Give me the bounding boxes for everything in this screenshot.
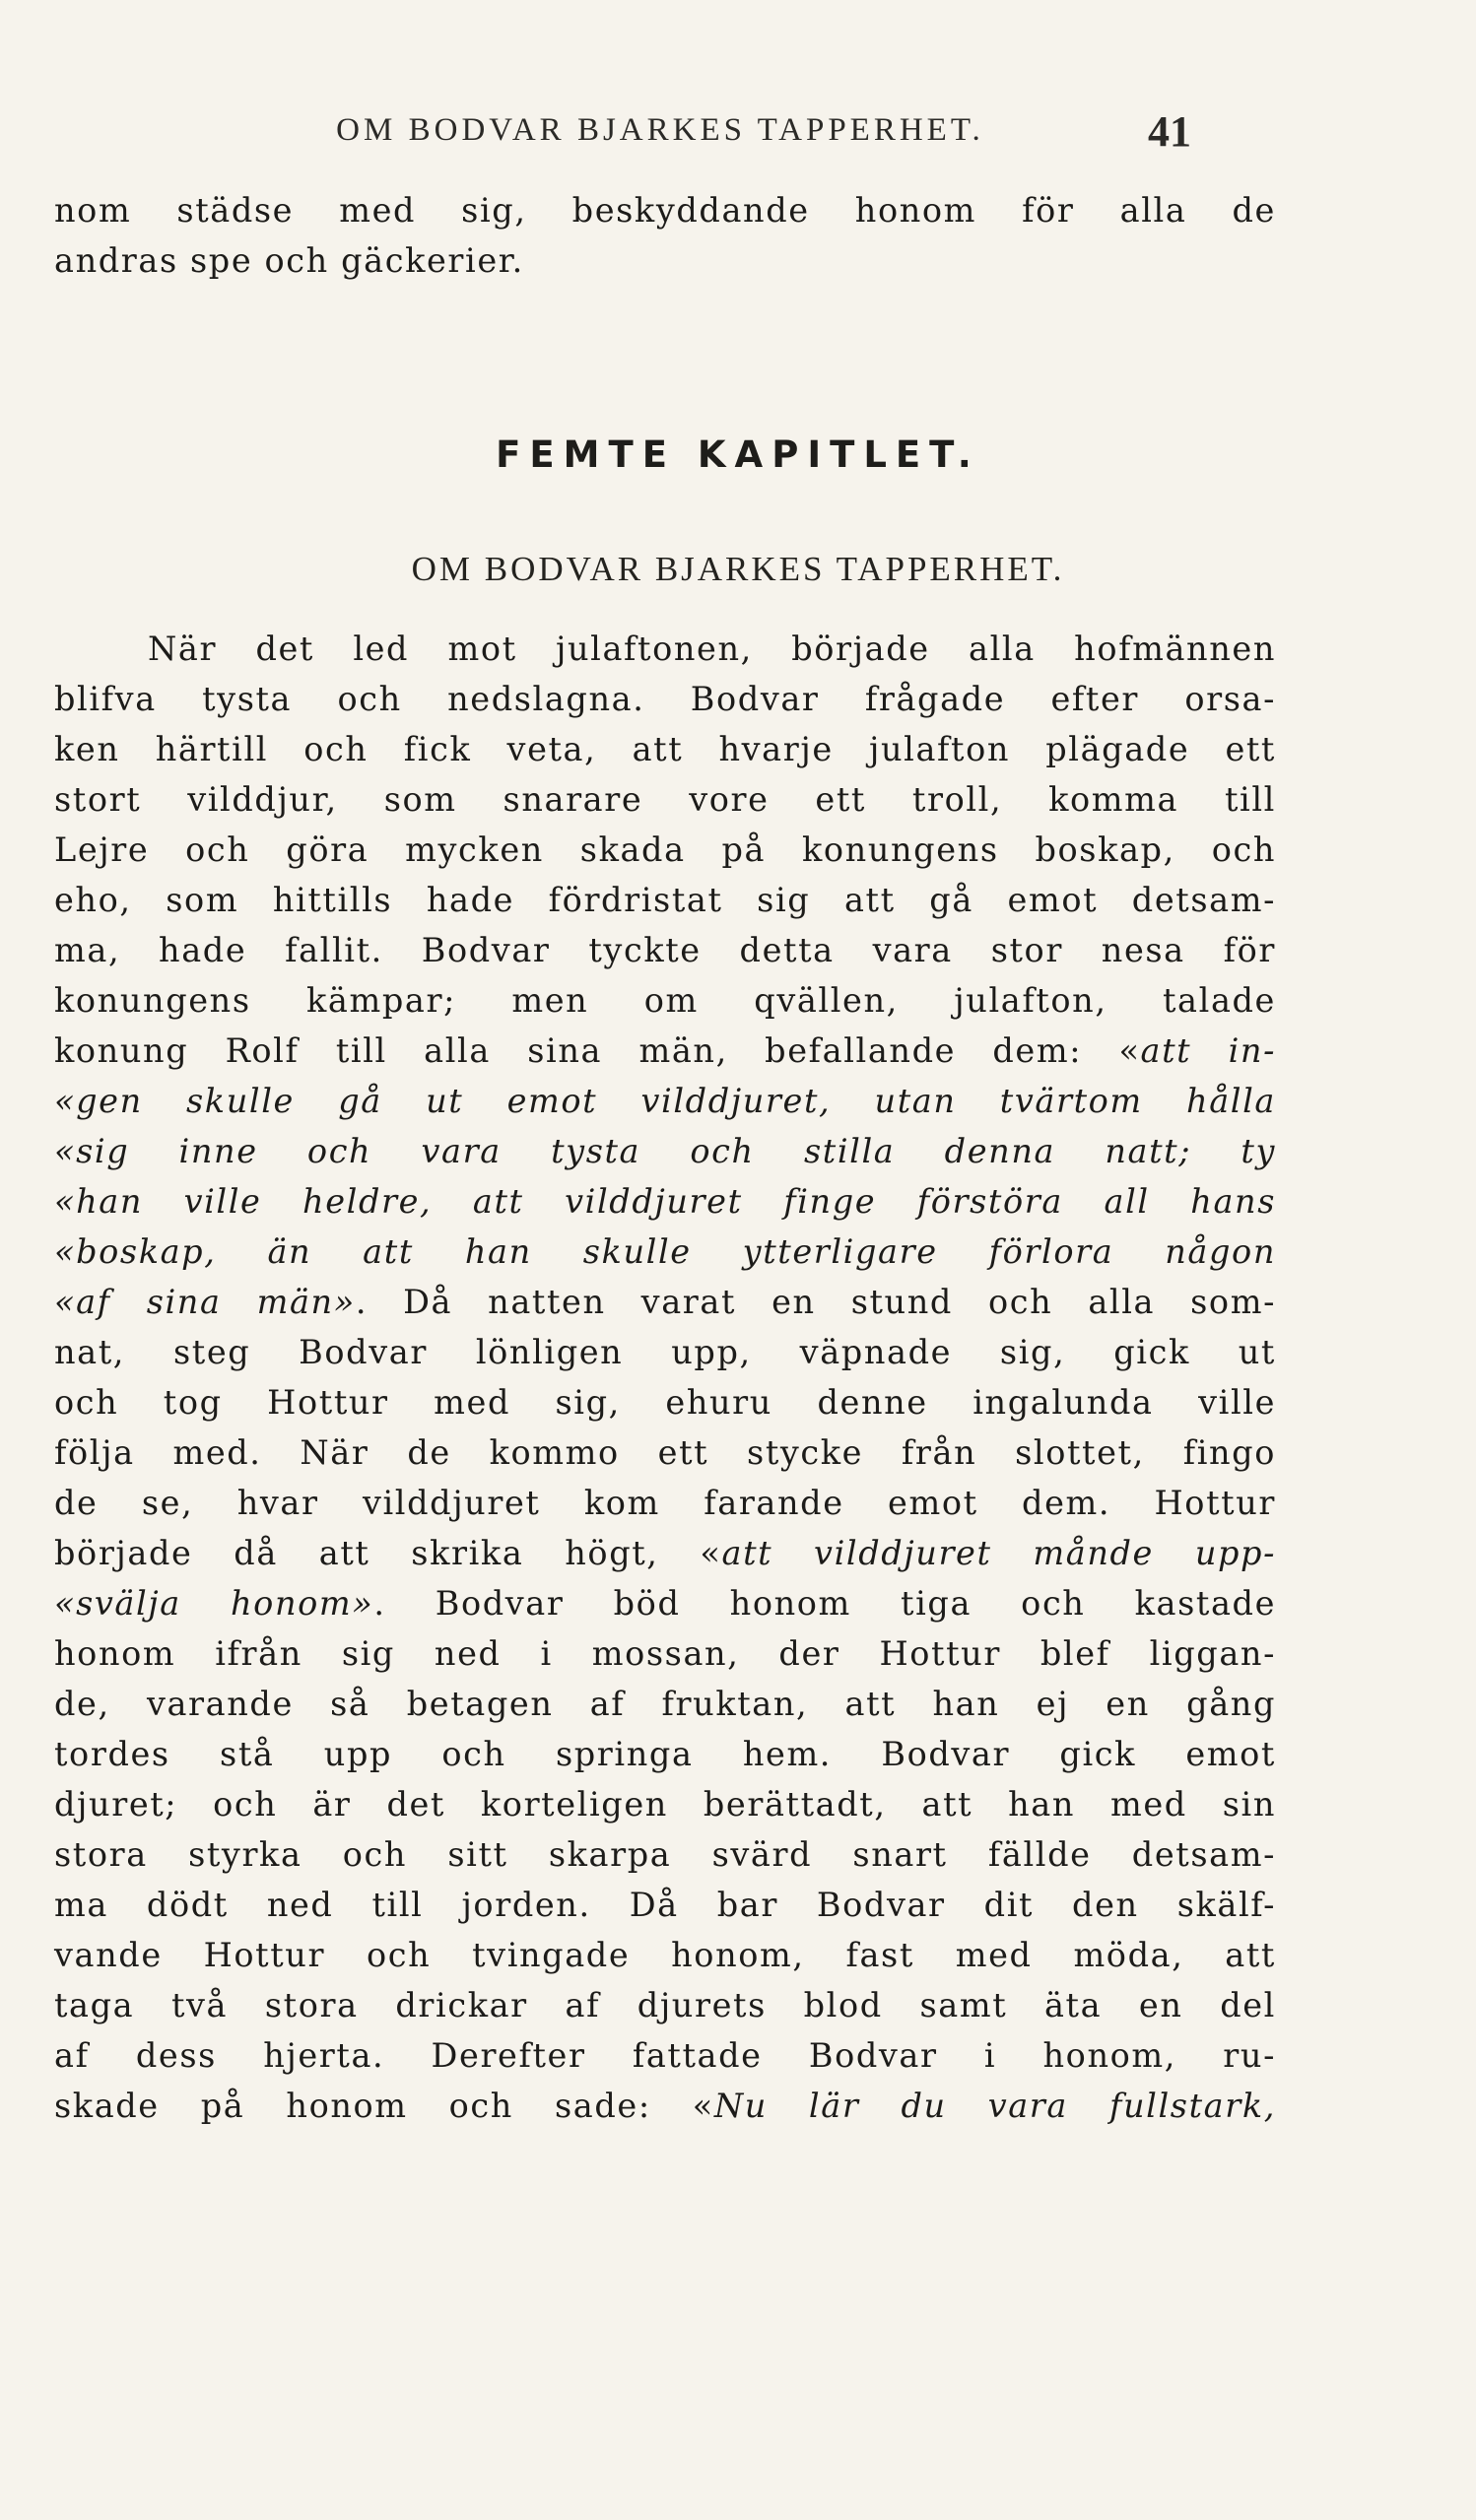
text-line — [54, 1930, 1276, 1980]
text-segment: ma, hade fallit. Bodvar tyckte detta vara stor nesa för — [54, 931, 1276, 969]
chapter-subtitle: OM BODVAR BJARKES TAPPERHET. — [411, 550, 1065, 588]
text-line — [54, 1679, 1276, 1729]
italic-text: «han ville heldre, att vilddjuret finge förstöra all hans — [54, 1182, 1276, 1221]
text-line — [54, 1327, 1276, 1377]
chapter-heading: FEMTE KAPITLET. — [496, 433, 980, 476]
text-segment: stora styrka och sitt skarpa svärd snart fällde detsam- — [54, 1835, 1276, 1874]
text-segment: började då att skrika högt, « — [54, 1534, 722, 1572]
text-line — [54, 624, 1276, 674]
text-segment: När det led mot julaftonen, började alla hofmännen — [148, 630, 1276, 668]
text-line — [54, 1126, 1276, 1176]
text-line — [54, 975, 1276, 1026]
text-line — [54, 1427, 1276, 1478]
text-line — [54, 825, 1276, 875]
italic-text: «af sina män» — [54, 1283, 356, 1321]
text-line — [54, 925, 1276, 975]
text-line — [54, 1478, 1276, 1528]
italic-text: att in- — [1140, 1031, 1276, 1070]
text-segment: djuret; och är det korteligen berättadt, att han med sin — [54, 1785, 1276, 1824]
text-segment: konungens kämpar; men om qvällen, julafton, talade — [54, 981, 1276, 1020]
text-segment: taga två stora drickar af djurets blod samt äta en del — [54, 1986, 1276, 2024]
text-line — [54, 724, 1276, 774]
text-line — [54, 2081, 1276, 2131]
text-line — [54, 1829, 1276, 1880]
text-segment: ma dödt ned till jorden. Då bar Bodvar dit den skälf- — [54, 1886, 1276, 1924]
text-segment: nat, steg Bodvar lönligen upp, väpnade sig, gick ut — [54, 1333, 1276, 1371]
text-segment: följa med. När de kommo ett stycke från slottet, fingo — [54, 1433, 1276, 1472]
text-line — [54, 1729, 1276, 1779]
text-segment: eho, som hittills hade fördristat sig att gå emot detsam- — [54, 881, 1276, 919]
text-segment: de, varande så betagen af fruktan, att han ej en gång — [54, 1685, 1276, 1723]
italic-text: Nu lär du vara fullstark, — [713, 2087, 1276, 2125]
text-segment: de se, hvar vilddjuret kom farande emot dem. Hottur — [54, 1484, 1276, 1522]
text-segment: . Bodvar böd honom tiga och kastade — [373, 1584, 1276, 1623]
italic-text: «gen skulle gå ut emot vilddjuret, utan tvärtom hålla — [54, 1082, 1276, 1120]
text-line — [54, 1578, 1276, 1628]
text-line — [54, 1026, 1276, 1076]
running-header — [0, 106, 1476, 156]
italic-text: «sig inne och vara tysta och stilla denna natt; ty — [54, 1132, 1276, 1170]
italic-text: «svälja honom» — [54, 1584, 374, 1623]
text-line — [54, 1779, 1276, 1829]
text-segment: skade på honom och sade: « — [54, 2087, 714, 2125]
text-line — [54, 2030, 1276, 2081]
text-line — [54, 1176, 1276, 1227]
text-segment: . Då natten varat en stund och alla som- — [355, 1283, 1276, 1321]
text-line — [54, 1880, 1276, 1930]
text-line — [54, 1076, 1276, 1126]
intro-paragraph — [54, 185, 1276, 286]
text-line — [54, 774, 1276, 825]
text-segment: och tog Hottur med sig, ehuru denne ingalunda ville — [54, 1383, 1276, 1422]
italic-text: «boskap, än att han skulle ytterligare förlora någon — [54, 1232, 1276, 1271]
text-segment: honom ifrån sig ned i mossan, der Hottur blef liggan- — [54, 1634, 1276, 1673]
text-segment: blifva tysta och nedslagna. Bodvar frågade efter orsa- — [54, 680, 1276, 718]
text-segment: af dess hjerta. Derefter fattade Bodvar i honom, ru- — [54, 2036, 1276, 2075]
text-line: andras spe och gäckerier. — [54, 241, 524, 280]
text-segment: tordes stå upp och springa hem. Bodvar gick emot — [54, 1735, 1276, 1773]
page-number: 41 — [1148, 107, 1191, 156]
text-line — [54, 1227, 1276, 1277]
text-line — [54, 1980, 1276, 2030]
text-segment: Lejre och göra mycken skada på konungens boskap, och — [54, 830, 1276, 869]
text-segment: konung Rolf till alla sina män, befallande dem: « — [54, 1031, 1141, 1070]
chapter-body — [54, 624, 1276, 2131]
text-line — [54, 1628, 1276, 1679]
text-line: nom städse med sig, beskyddande honom för alla de — [54, 191, 1276, 230]
running-title: OM BODVAR BJARKES TAPPERHET. — [336, 112, 984, 148]
text-segment: vande Hottur och tvingade honom, fast med möda, att — [54, 1936, 1276, 1974]
italic-text: att vilddjuret månde upp- — [721, 1534, 1277, 1572]
text-line — [54, 674, 1276, 724]
text-line — [54, 1377, 1276, 1427]
text-line — [54, 875, 1276, 925]
text-line — [54, 1277, 1276, 1327]
text-segment: stort vilddjur, som snarare vore ett troll, komma till — [54, 780, 1276, 819]
text-segment: ken härtill och fick veta, att hvarje julafton plägade ett — [54, 730, 1276, 768]
text-line — [54, 1528, 1276, 1578]
